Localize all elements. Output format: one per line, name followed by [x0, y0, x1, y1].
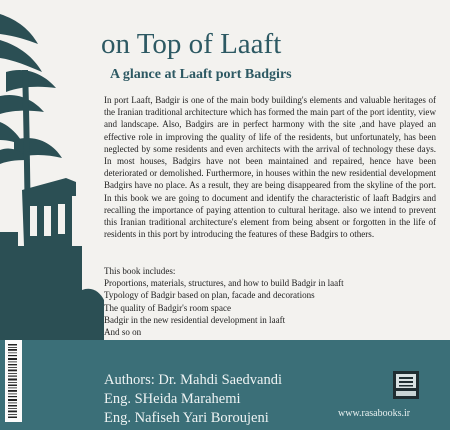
contents-item: The quality of Badgir's room space: [104, 302, 231, 313]
publisher-logo-icon: [393, 371, 419, 399]
barcode-icon: [8, 344, 17, 418]
contents-heading: This book includes:: [104, 266, 176, 276]
author-line: Eng. SHeida Marahemi: [104, 391, 241, 407]
contents-item: Badgir in the new residential development in laaft: [104, 314, 286, 325]
publisher-website: www.rasabooks.ir: [338, 408, 411, 419]
isbn-barcode: [5, 340, 22, 422]
footer-band: [0, 340, 450, 430]
contents-item: And so on: [104, 327, 142, 338]
contents-item: Proportions, materials, structures, and how to build Badgir in laaft: [104, 278, 344, 289]
book-subtitle: A glance at Laaft port Badgirs: [110, 67, 292, 82]
author-line: Eng. Nafiseh Yari Boroujeni: [104, 410, 269, 426]
description-paragraph: [104, 94, 436, 240]
author-line: Authors: Dr. Mahdi Saedvandi: [104, 372, 283, 388]
author-credits: [104, 371, 282, 428]
description-text: In port Laaft, Badgir is one of the main body building's elements and valuable heritages of the Iranian traditional architecture which has formed the main part of the port identity, view and landscape. Also, Badgirs are in perfect harmony with the site ,and have played an effective role in improving the quality of life of the residents, but unfortunately, has been neglected by some residents and even architects with the arrival of technology these days. In most houses, Badgirs have not been maintained and repaired, hence have been deteriorated or demolished. Furthermore, in houses within the new residential development Badgirs have no place. As a result, they are being disappeared from the skyline of the port. In this book we are going to document and identify the characteristic of laaft Badgirs and recalling the importance of paying attention to cultural heritage. also we intend to prevent this Iranian traditional architecture's element from being absent or forgotten in the life of residents in this port by introducing the features of these Badgirs to others.: [104, 95, 436, 240]
book-title: on Top of Laaft: [101, 28, 282, 60]
contents-item: Typology of Badgir based on plan, facade and decorations: [104, 290, 315, 301]
contents-list: [104, 265, 436, 338]
